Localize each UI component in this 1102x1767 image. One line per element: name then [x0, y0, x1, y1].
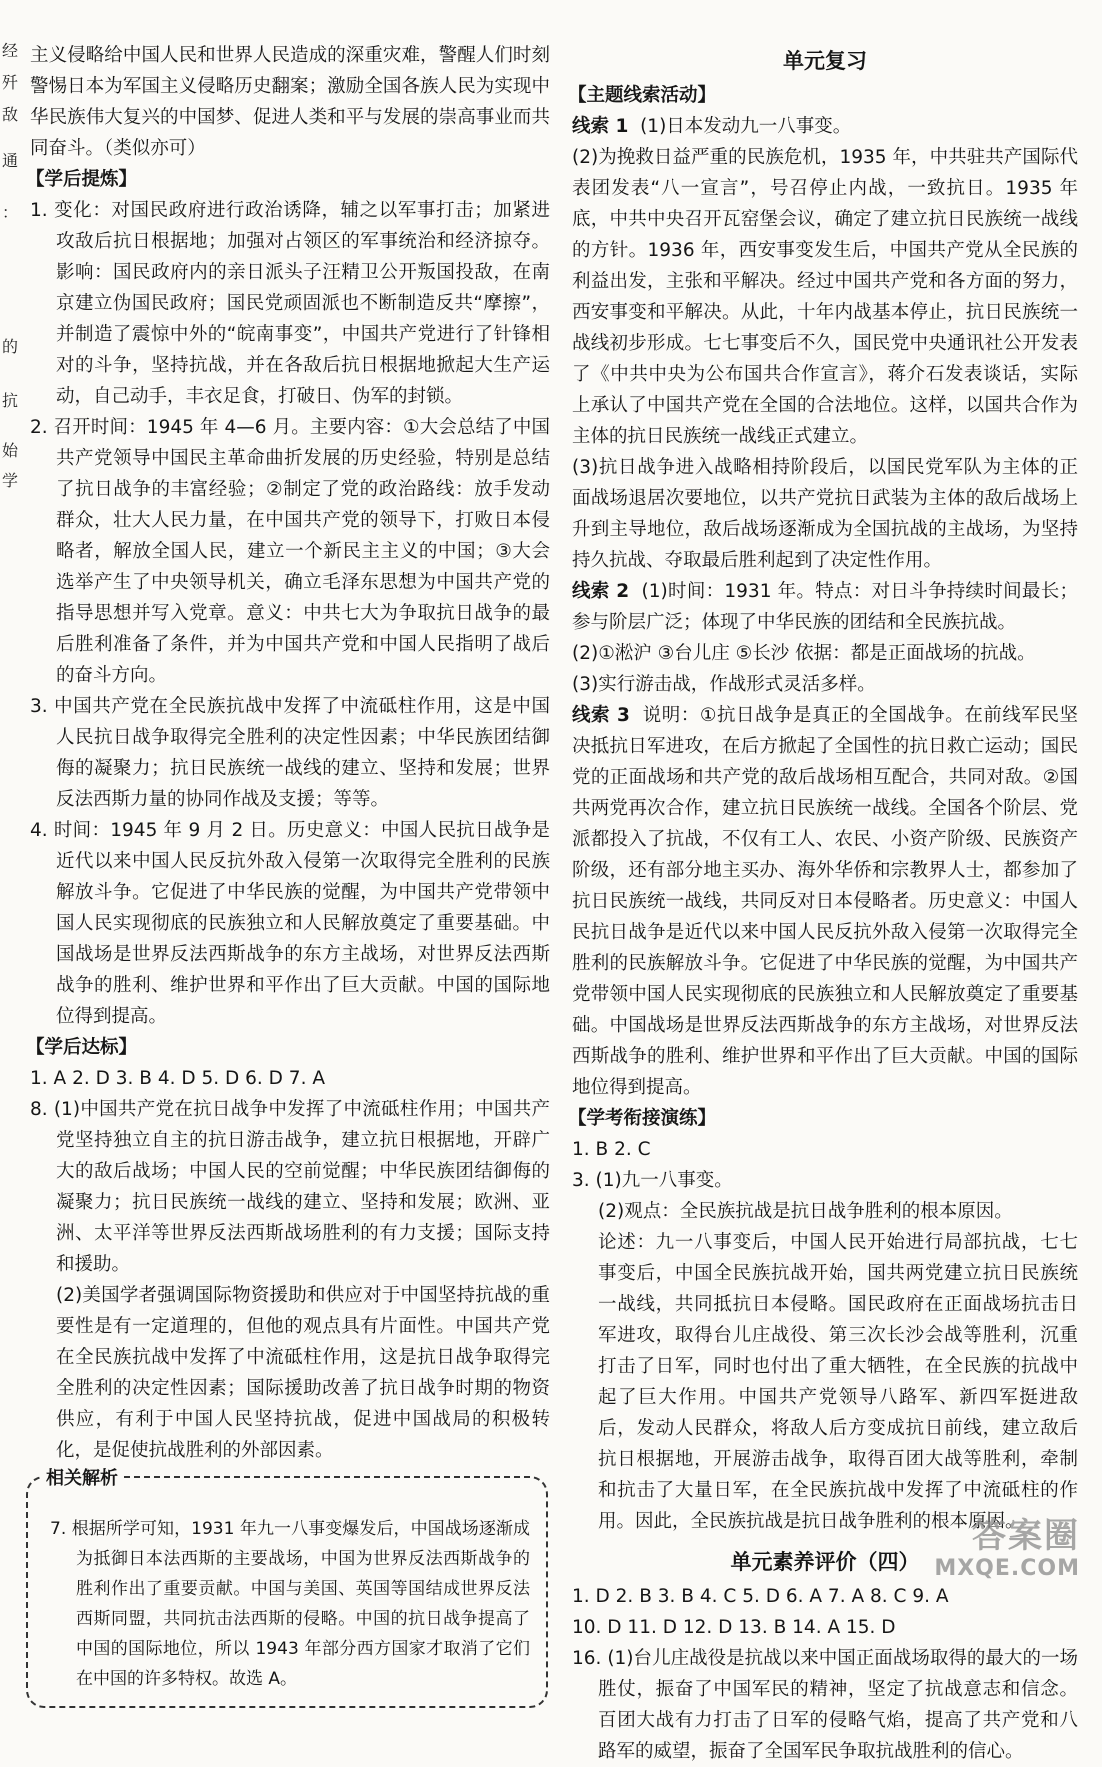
- clue-3-text: 说明：①抗日战争是真正的全国战争。在前线军民坚决抵抗日军进攻，在后方掀起了全国性的抗日救亡运动；国民党的正面战场和共产党的敌后战场相互配合，共同对敌。②国共两党再次合作，建立抗日民族统一战线。全国各个阶层、党派都投入了抗战，不仅有工人、农民、小资产阶级、民族资产阶级，还有部分地主买办、海外华侨和宗教界人士，都参加了抗日民族统一战线，共同反对日本侵略者。历史意义：中国人民抗日战争是近代以来中国人民反抗外敌入侵第一次取得完全胜利的民族解放斗争。它促进了中华民族的觉醒，为中国共产党带领中国人民实现彻底的民族独立和人民解放奠定了重要基础。中国战场是世界反法西斯战争的东方主战场，对世界反法西斯战争的胜利、维护世界和平作出了巨大贡献。中国的国际地位得到提高。: [572, 705, 1078, 1098]
- answers-choice: 1. A 2. D 3. B 4. D 5. D 6. D 7. A: [30, 1068, 325, 1089]
- edge-char: 敌: [2, 105, 19, 124]
- clue-1-label: 线索 1: [572, 116, 629, 137]
- evaluation-answers-row-1: 1. D 2. B 3. B 4. C 5. D 6. A 7. A 8. C 9. A: [572, 1586, 949, 1607]
- edge-char: ：: [2, 203, 19, 222]
- question-8-part-2: (2)美国学者强调国际物资援助和供应对于中国坚持抗战的重要性是有一定道理的，但他的观点具有片面性。中国共产党在全民族抗战中发挥了中流砥柱作用，这是抗日战争取得完全胜利的决定性因素；国际援助改善了抗日战争时期的物资供应，有利于中国人民坚持抗战，促进中国战局的积极转化，是促使抗战胜利的外部因素。: [56, 1285, 550, 1461]
- watermark-logo: [934, 1516, 1080, 1582]
- question-3-part-2: (2)观点：全民族抗战是抗日战争胜利的根本原因。: [598, 1201, 1013, 1222]
- section-heading-exam-practice: 【学考衔接演练】: [568, 1108, 717, 1129]
- exam-answers: 1. B 2. C: [572, 1139, 651, 1160]
- watermark-line-2: MXQE.COM: [934, 1556, 1080, 1581]
- question-3-part-1: 3. (1)九一八事变。: [572, 1170, 733, 1191]
- analysis-box-title: 相关解析: [40, 1464, 124, 1494]
- question-16: 16. (1)台儿庄战役是抗战以来中国正面战场取得的最大的一场胜仗，振奋了中国军民的精神，坚定了抗战意志和信念。百团大战有力打击了日军的侵略气焰，提高了共产党和八路军的威望，振奋了全国军民争取抗战胜利的信心。: [572, 1648, 1078, 1762]
- evaluation-answers-row-2: 10. D 11. D 12. D 13. B 14. A 15. D: [572, 1617, 896, 1638]
- clue-2-text: (1)时间：1931 年。特点：对日斗争持续时间最长；参与阶层广泛；体现了中华民族的团结和全民族抗战。: [572, 581, 1078, 633]
- summary-item-4: 4. 时间：1945 年 9 月 2 日。历史意义：中国人民抗日战争是近代以来中国人民反抗外敌入侵第一次取得完全胜利的民族解放斗争。它促进了中华民族的觉醒，为中国共产党带领中国人民实现彻底的民族独立和人民解放奠定了重要基础。中国战场是世界反法西斯战争的东方主战场，对世界反法西斯战争的胜利、维护世界和平作出了巨大贡献。中国的国际地位得到提高。: [30, 820, 550, 1027]
- edge-char: 的: [2, 337, 19, 356]
- clue-3: [572, 700, 1078, 1103]
- edge-char: 经: [2, 41, 19, 60]
- summary-item-1: 1. 变化：对国民政府进行政治诱降，辅之以军事打击；加紧进攻敌后抗日根据地；加强对占领区的军事统治和经济掠夺。影响：国民政府内的亲日派头子汪精卫公开叛国投敌，在南京建立伪国民政府；国民党顽固派也不断制造反共“摩擦”，并制造了震惊中外的“皖南事变”，中国共产党进行了针锋相对的斗争，坚持抗战，并在各敌后抗日根据地掀起大生产运动，自己动手，丰衣足食，打破日、伪军的封锁。: [30, 200, 550, 407]
- clue-2-part-2: (2)①淞沪 ③台儿庄 ⑤长沙 依据：都是正面战场的抗战。: [572, 643, 1036, 664]
- clue-1-part-2: (2)为挽救日益严重的民族危机，1935 年，中共驻共产国际代表团发表“八一宣言”，号召停止内战，一致抗日。1935 年底，中共中央召开瓦窑堡会议，确定了建立抗日民族统一战线的方针。1936 年，西安事变发生后，中国共产党从全民族的利益出发，主张和平解决。经过中国共产党和各方面的努力，西安事变和平解决。从此，十年内战基本停止，抗日民族统一战线初步形成。七七事变后不久，国民党中央通讯社公开发表了《中共中央为公布国共合作宣言》，蒋介石发表谈话，实际上承认了中国共产党在全国的合法地位。这样，以国共合作为主体的抗日民族统一战线正式建立。: [572, 147, 1078, 447]
- question-8-part-1: 8. (1)中国共产党在抗日战争中发挥了中流砥柱作用；中国共产党坚持独立自主的抗日游击战争，建立抗日根据地，开辟广大的敌后战场；中国人民的空前觉醒；中华民族团结御侮的凝聚力；抗日民族统一战线的建立、坚持和发展；欧洲、亚洲、太平洋等世界反法西斯战场胜利的有力支援；国际支持和援助。: [30, 1099, 550, 1275]
- watermark-line-1: 答案圈: [972, 1516, 1080, 1556]
- edge-char: 学: [2, 471, 19, 490]
- summary-item-2: 2. 召开时间：1945 年 4—6 月。主要内容：①大会总结了中国共产党领导中国民主革命曲折发展的历史经验，特别是总结了抗日战争的丰富经验；②制定了党的政治路线：放手发动群众，壮大人民力量，在中国共产党的领导下，打败日本侵略者，解放全国人民，建立一个新民主主义的中国；③大会选举产生了中央领导机关，确立毛泽东思想为中国共产党的指导思想并写入党章。意义：中共七大为争取抗日战争的最后胜利准备了条件，并为中国共产党和中国人民指明了战后的奋斗方向。: [30, 417, 550, 686]
- clue-2-part-3: (3)实行游击战，作战形式灵活多样。: [572, 674, 876, 695]
- clue-1-part-3: (3)抗日战争进入战略相持阶段后，以国民党军队为主体的正面战场退居次要地位，以共产党抗日武装为主体的敌后战场上升到主导地位，敌后战场逐渐成为全国抗战的主战场，为坚持持久抗战、夺取最后胜利起到了决定性作用。: [572, 457, 1078, 571]
- clue-2-part-1: [572, 576, 1078, 638]
- clue-1-part-1: [572, 111, 1078, 142]
- edge-char: 通: [2, 151, 19, 170]
- summary-item-3: 3. 中国共产党在全民族抗战中发挥了中流砥柱作用，这是中国人民抗日战争取得完全胜利的决定性因素；中华民族团结御侮的凝聚力；抗日民族统一战线的建立、坚持和发展；世界反法西斯力量的协同作战及支援；等等。: [30, 696, 550, 810]
- section-heading-theme-clues: 【主题线索活动】: [568, 85, 717, 106]
- clue-3-label: 线索 3: [572, 705, 630, 726]
- section-heading-practice: 【学后达标】: [26, 1037, 138, 1058]
- edge-char: 歼: [2, 73, 19, 92]
- analysis-box: [26, 1468, 548, 1708]
- clue-1-text: (1)日本发动九一八事变。: [640, 116, 852, 137]
- unit-review-title: 单元复习: [783, 49, 867, 73]
- edge-char: 始: [2, 441, 19, 460]
- unit-evaluation-title: 单元素养评价（四）: [730, 1550, 920, 1574]
- clue-2-label: 线索 2: [572, 581, 630, 602]
- section-heading-learning-summary: 【学后提炼】: [26, 169, 138, 190]
- edge-char: 抗: [2, 391, 19, 410]
- question-3-part-3: 论述：九一八事变后，中国人民开始进行局部抗战，七七事变后，中国全民族抗战开始，国共两党建立抗日民族统一战线，共同抵抗日本侵略。国民政府在正面战场抗击日军进攻，取得台儿庄战役、第三次长沙会战等胜利，沉重打击了日军，同时也付出了重大牺牲，在全民族的抗战中起了巨大作用。中国共产党领导八路军、新四军挺进敌后，发动人民群众，将敌人后方变成抗日前线，建立敌后抗日根据地，开展游击战争，取得百团大战等胜利，牵制和抗击了大量日军，在全民族抗战中发挥了中流砥柱的作用。因此，全民族抗战是抗日战争胜利的根本原因。: [598, 1232, 1078, 1532]
- intro-paragraph: 主义侵略给中国人民和世界人民造成的深重灾难，警醒人们时刻警惕日本为军国主义侵略历史翻案；激励全国各族人民为实现中华民族伟大复兴的中国梦、促进人类和平与发展的崇高事业而共同奋斗。（类似亦可）: [30, 45, 550, 159]
- analysis-text: 7. 根据所学可知，1931 年九一八事变爆发后，中国战场逐渐成为抵御日本法西斯的主要战场，中国为世界反法西斯战争的胜利作出了重要贡献。中国与美国、英国等国结成世界反法西斯同盟，共同抗击法西斯的侵略。中国的抗日战争提高了中国的国际地位，所以 1943 年部分西方国家才取消了它们在中国的许多特权。故选 A。: [50, 1519, 530, 1689]
- left-column: [26, 40, 550, 1708]
- right-column: [568, 40, 1078, 1767]
